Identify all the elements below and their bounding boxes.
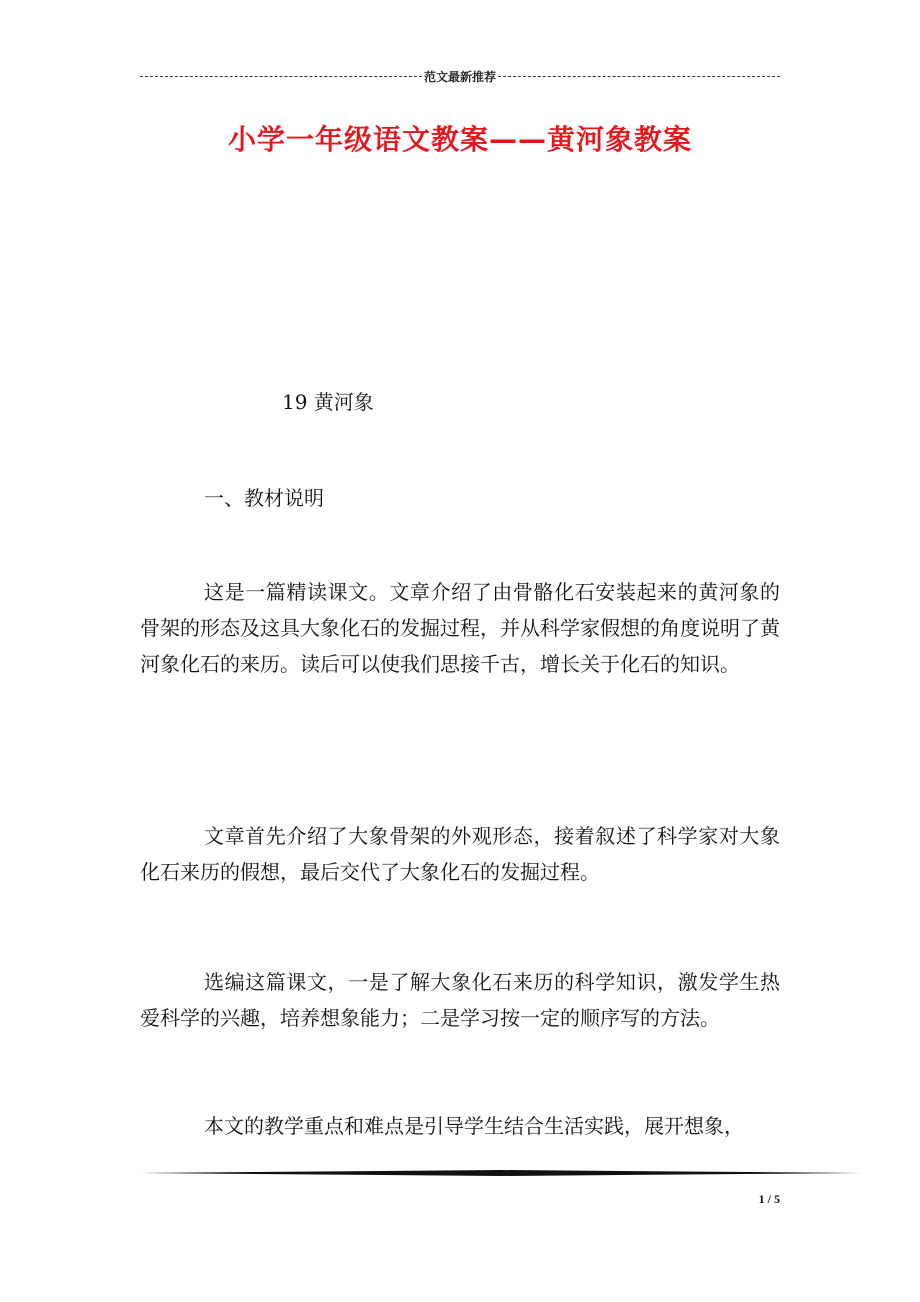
header-label: 范文最新推荐 (424, 69, 497, 84)
document-title: 小学一年级语文教案——黄河象教案 (227, 123, 692, 156)
page-number: 1 / 5 (758, 1192, 780, 1206)
section-heading: 一、教材说明 (204, 486, 324, 510)
header-dashes-left (140, 76, 422, 77)
page-header (140, 66, 780, 86)
lesson-title: 19 黄河象 (282, 390, 374, 414)
paragraph-1: 这是一篇精读课文。文章介绍了由骨骼化石安装起来的黄河象的骨架的形态及这具大象化石的发掘过程，并从科学家假想的角度说明了黄河象化石的来历。读后可以使我们思接千古，增长关于化石的知识。 (140, 580, 780, 676)
paragraph-3: 选编这篇课文，一是了解大象化石来历的科学知识，激发学生热爱科学的兴趣，培养想象能力；二是学习按一定的顺序写的方法。 (140, 970, 780, 1030)
footer-rule (140, 1170, 862, 1176)
paragraph-4: 本文的教学重点和难点是引导学生结合生活实践，展开想象， (204, 1114, 744, 1138)
header-dashes-right (498, 76, 780, 77)
paragraph-2: 文章首先介绍了大象骨架的外观形态，接着叙述了科学家对大象化石来历的假想，最后交代了大象化石的发掘过程。 (140, 824, 780, 884)
